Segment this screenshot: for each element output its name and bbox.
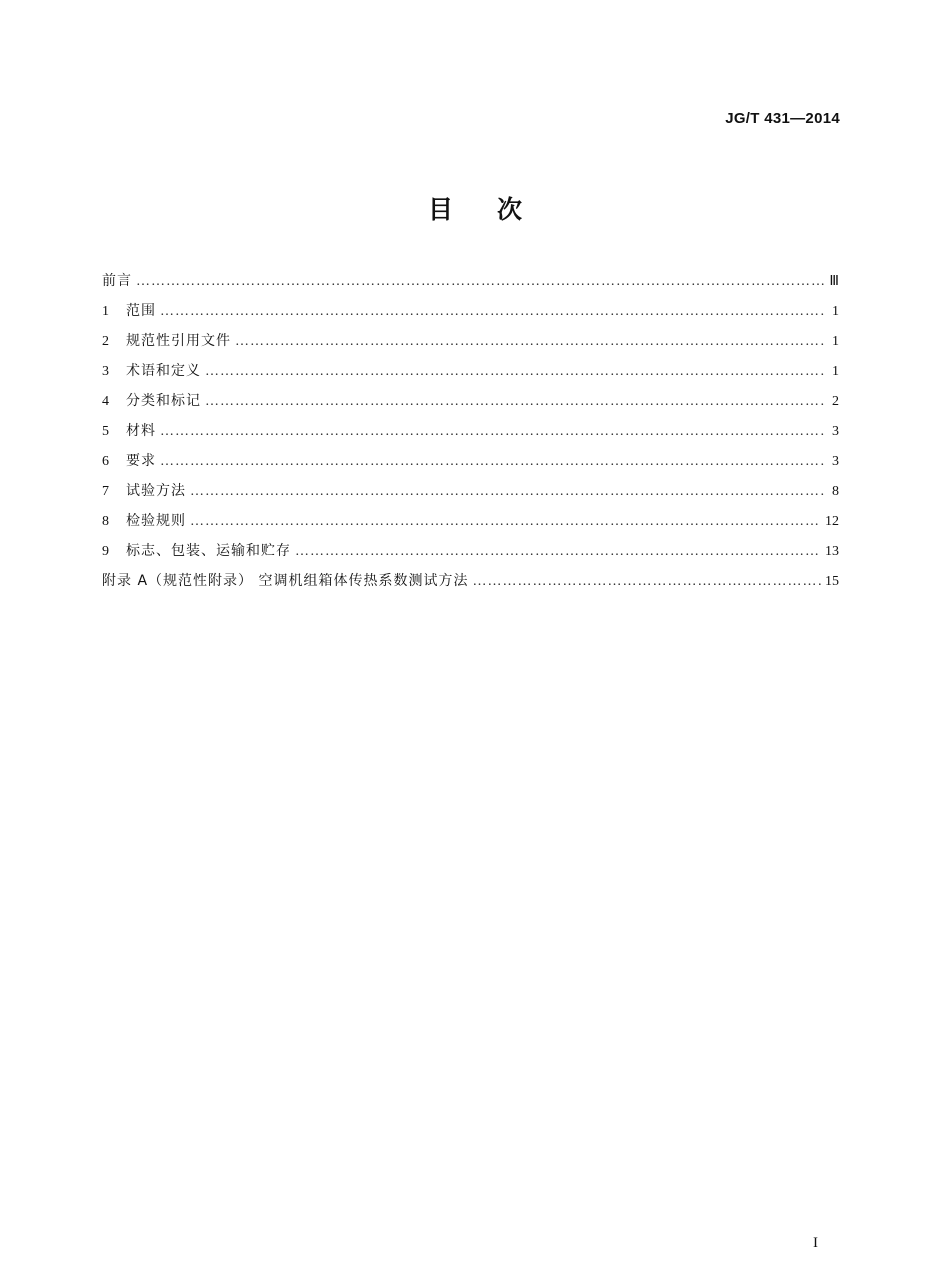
toc-entry-label: 分类和标记 <box>126 393 201 409</box>
toc-entry-label: 前言 <box>102 273 132 289</box>
toc-title: 目次 <box>427 195 566 224</box>
toc-leader-dots <box>160 451 825 473</box>
toc-entry-number: 7 <box>102 484 109 499</box>
toc-entry-number: 9 <box>102 544 109 559</box>
toc-entry-label: 范围 <box>126 303 156 319</box>
toc-entry-number: 5 <box>102 424 109 439</box>
toc-entry-number: 4 <box>102 394 109 409</box>
toc-leader-dots <box>136 271 825 293</box>
toc-leader-dots <box>160 421 825 443</box>
toc-entry-page: 1 <box>832 304 839 319</box>
toc-entry-page: 15 <box>825 574 839 589</box>
toc-entry-label: 检验规则 <box>126 513 186 529</box>
toc-entry-number: 2 <box>102 334 109 349</box>
toc-entry-marking-packaging[interactable] <box>102 540 839 570</box>
toc-entry-label: 试验方法 <box>126 483 186 499</box>
toc-entry-page: 3 <box>832 424 839 439</box>
toc-entry-label: 材料 <box>126 423 156 439</box>
toc-leader-dots <box>205 391 825 413</box>
standard-code: JG/T 431—2014 <box>725 110 840 127</box>
toc-entry-page: 3 <box>832 454 839 469</box>
toc-entry-appendix-a[interactable] <box>102 570 839 600</box>
toc-entry-page: Ⅲ <box>829 274 839 289</box>
toc-entry-page: 1 <box>832 334 839 349</box>
toc-leader-dots <box>205 361 825 383</box>
toc-entry-page: 13 <box>825 544 839 559</box>
toc-entry-page: 12 <box>825 514 839 529</box>
toc-entry-page: 8 <box>832 484 839 499</box>
toc-entry-number: 8 <box>102 514 109 529</box>
toc-entry-label: 附录 A（规范性附录） 空调机组箱体传热系数测试方法 <box>102 573 469 589</box>
toc-entry-scope[interactable] <box>102 300 839 330</box>
toc-leader-dots <box>160 301 825 323</box>
toc-entry-page: 2 <box>832 394 839 409</box>
toc-leader-dots <box>190 481 825 503</box>
toc-entry-terms-definitions[interactable] <box>102 360 839 390</box>
toc-entry-materials[interactable] <box>102 420 839 450</box>
toc-entry-page: 1 <box>832 364 839 379</box>
toc-entry-test-methods[interactable] <box>102 480 839 510</box>
toc-entry-normative-references[interactable] <box>102 330 839 360</box>
toc-entry-number: 3 <box>102 364 109 379</box>
toc-leader-dots <box>472 571 821 593</box>
page-number: I <box>813 1235 818 1251</box>
toc-entry-foreword[interactable] <box>102 270 839 300</box>
toc-leader-dots <box>295 541 821 563</box>
toc-leader-dots <box>235 331 825 353</box>
toc-entry-label: 规范性引用文件 <box>126 333 231 349</box>
toc-entry-inspection-rules[interactable] <box>102 510 839 540</box>
toc-entry-label: 标志、包装、运输和贮存 <box>126 543 291 559</box>
toc-leader-dots <box>190 511 821 533</box>
toc-entry-classification[interactable] <box>102 390 839 420</box>
toc-entry-label: 术语和定义 <box>126 363 201 379</box>
toc-entry-label: 要求 <box>126 453 156 469</box>
toc-entry-requirements[interactable] <box>102 450 839 480</box>
table-of-contents <box>102 270 839 600</box>
toc-entry-number: 1 <box>102 304 109 319</box>
toc-entry-number: 6 <box>102 454 109 469</box>
